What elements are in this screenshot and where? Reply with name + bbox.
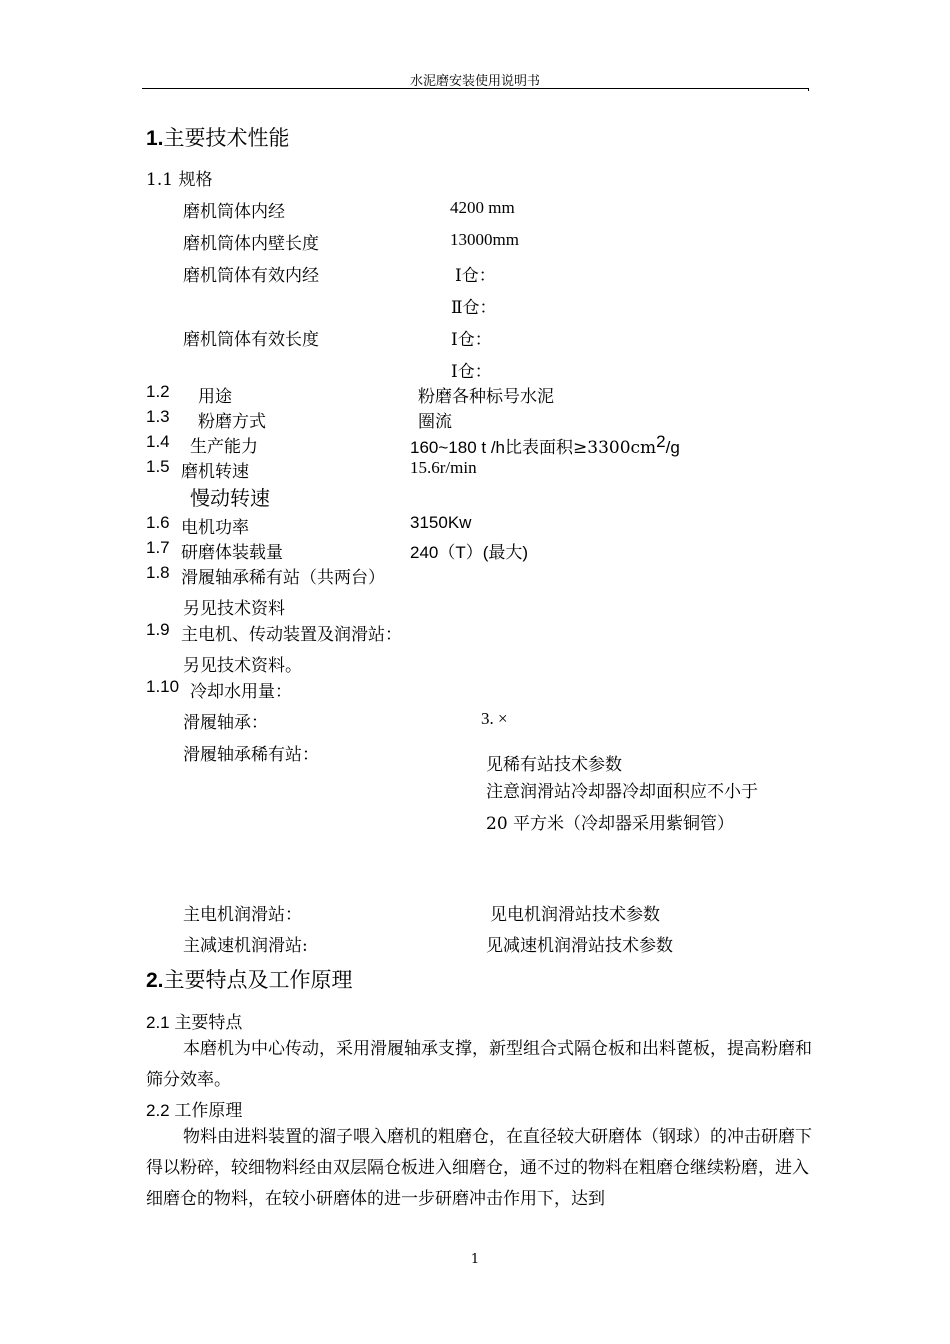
- cooling-value: 见稀有站技术参数: [486, 755, 622, 775]
- item-label: 电机功率: [181, 518, 249, 538]
- section-1-title: 主要技术性能: [163, 126, 290, 150]
- capacity-value: [410, 432, 680, 458]
- item-note: 另见技术资料。: [183, 656, 302, 676]
- principle-paragraph: 物料由进料装置的溜子喂入磨机的粗磨仓，在直径较大研磨体（钢球）的冲击研磨下得以粉碎，较细物料经由双层隔仓板进入细磨仓，通不过的物料在粗磨仓继续粉磨，进入细磨仓的物料，在较小研磨体的进一步研磨冲击作用下，达到: [146, 1127, 812, 1209]
- item-value: 15.6r/min: [410, 458, 477, 477]
- slow-speed-label: 慢动转速: [190, 486, 270, 510]
- item-number: 1.2: [146, 382, 170, 401]
- item-value: 粉磨各种标号水泥: [418, 387, 554, 407]
- cooling-value: 3. ×: [481, 709, 508, 728]
- cooling-value: 见减速机润滑站技术参数: [486, 936, 673, 956]
- item-number: 1.3: [146, 407, 170, 426]
- capacity-rate: 160~180 t /h: [410, 438, 506, 457]
- section-2-number: 2.: [146, 969, 164, 992]
- superscript: 2: [656, 432, 666, 451]
- unit-suffix: /g: [665, 438, 680, 457]
- spec-value: 4200 mm: [450, 198, 515, 217]
- cooling-label: 主减速机润滑站:: [183, 936, 308, 956]
- item-label: 冷却水用量：: [190, 682, 292, 702]
- header-rule: [142, 88, 808, 89]
- cooler-note: 注意润滑站冷却器冷却面积应不小于 20 平方米（冷却器采用紫铜管）: [486, 782, 758, 834]
- spec-heading: 1.1 规格: [146, 170, 213, 190]
- header-rule-tick: [808, 88, 812, 91]
- item-label: 用途: [198, 387, 232, 407]
- item-label: 研磨体装载量: [181, 543, 283, 563]
- spec-label: 磨机筒体有效长度: [183, 330, 319, 350]
- item-value: 3150Kw: [410, 513, 472, 532]
- section-2-heading: [146, 964, 353, 994]
- item-label: 滑履轴承稀有站（共两台）: [181, 568, 385, 588]
- section-1-heading: [146, 122, 290, 152]
- item-label: 粉磨方式: [198, 412, 266, 432]
- specific-surface: 比表面积≥3300cm: [505, 438, 657, 458]
- item-label: 磨机转速: [181, 462, 249, 482]
- features-paragraph: 本磨机为中心传动，采用滑履轴承支撑，新型组合式隔仓板和出料蓖板，提高粉磨和筛分效率。: [146, 1039, 812, 1090]
- item-number: 1.10: [146, 677, 180, 696]
- item-number: 1.5: [146, 457, 170, 476]
- cooling-label: 滑履轴承：: [183, 713, 268, 733]
- spec-value: Ⅱ仓：: [451, 298, 497, 318]
- item-label: 主电机、传动装置及润滑站：: [181, 625, 402, 645]
- spec-value: Ⅰ仓：: [451, 362, 492, 382]
- cooling-value: 见电机润滑站技术参数: [490, 905, 660, 925]
- page-number: 1: [470, 1252, 480, 1267]
- spec-label: 磨机筒体内经: [183, 202, 285, 222]
- subsection-heading: 2.2 工作原理: [146, 1101, 243, 1120]
- item-number: 1.6: [146, 513, 170, 532]
- spec-value: 13000mm: [450, 230, 519, 249]
- spec-value: Ⅰ仓：: [451, 330, 492, 350]
- cooling-label: 滑履轴承稀有站：: [183, 745, 319, 765]
- item-note: 另见技术资料: [183, 599, 285, 619]
- subsection-heading: 2.1 主要特点: [146, 1013, 243, 1032]
- item-number: 1.4: [146, 432, 170, 451]
- spec-label: 磨机筒体有效内经: [183, 266, 319, 286]
- section-2-title: 主要特点及工作原理: [163, 968, 353, 992]
- spec-label: 磨机筒体内壁长度: [183, 234, 319, 254]
- running-header: 水泥磨安装使用说明书: [409, 74, 540, 89]
- cooling-label: 主电机润滑站：: [183, 905, 302, 925]
- section-1-number: 1.: [146, 127, 164, 150]
- spec-value: Ⅰ仓：: [455, 266, 496, 286]
- item-number: 1.8: [146, 563, 170, 582]
- item-label: 生产能力: [190, 437, 258, 457]
- item-number: 1.9: [146, 620, 170, 639]
- item-value: 240（T）(最大): [410, 543, 529, 562]
- item-value: 圈流: [418, 412, 452, 432]
- item-number: 1.7: [146, 538, 170, 557]
